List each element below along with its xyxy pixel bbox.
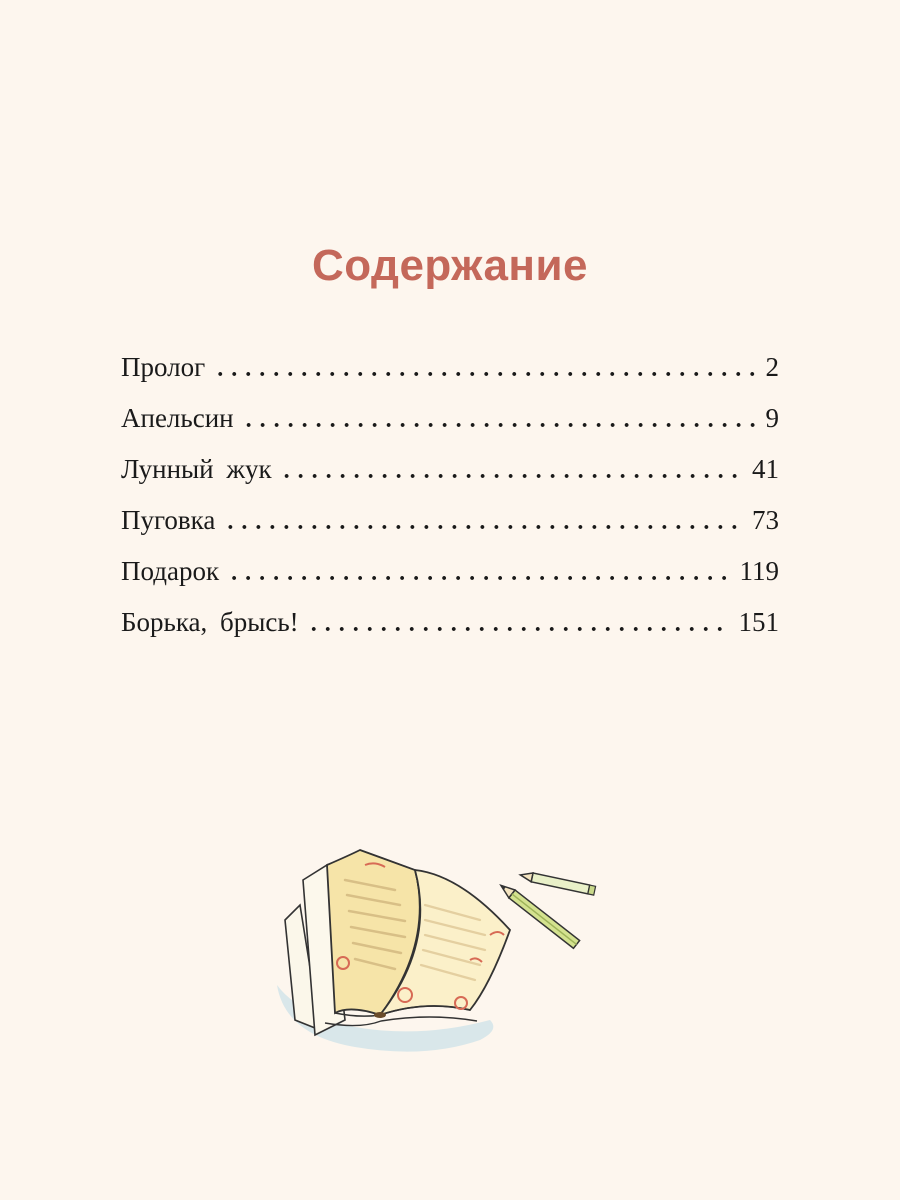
open-book-and-pencils-icon <box>265 835 625 1065</box>
page-title: Содержание <box>311 241 589 291</box>
toc-entry[interactable] <box>121 352 779 403</box>
toc-entry-title: Апельсин <box>121 403 234 433</box>
toc-entry-page: 151 <box>738 607 779 637</box>
toc-entry[interactable] <box>121 403 779 454</box>
toc-entry[interactable] <box>121 607 779 658</box>
toc-leader-dots <box>217 356 755 383</box>
toc-entry-title: Пуговка <box>121 505 216 535</box>
toc-entry-page: 41 <box>752 454 779 484</box>
toc-entry-page: 9 <box>765 403 779 433</box>
toc-entry[interactable] <box>121 556 779 607</box>
toc-entry-page: 2 <box>765 352 779 382</box>
toc-entry-page: 73 <box>752 505 779 535</box>
table-of-contents <box>121 352 779 658</box>
toc-entry-title: Пролог <box>121 352 206 382</box>
toc-leader-dots <box>246 407 756 434</box>
toc-entry-title: Подарок <box>121 556 220 586</box>
toc-entry[interactable] <box>121 454 779 505</box>
toc-leader-dots <box>231 560 729 587</box>
toc-entry[interactable] <box>121 505 779 556</box>
toc-entry-page: 119 <box>739 556 779 586</box>
toc-leader-dots <box>284 458 742 485</box>
toc-entry-title: Борька, брысь! <box>121 607 299 637</box>
toc-leader-dots <box>311 611 729 638</box>
toc-leader-dots <box>227 509 742 536</box>
toc-entry-title: Лунный жук <box>121 454 272 484</box>
